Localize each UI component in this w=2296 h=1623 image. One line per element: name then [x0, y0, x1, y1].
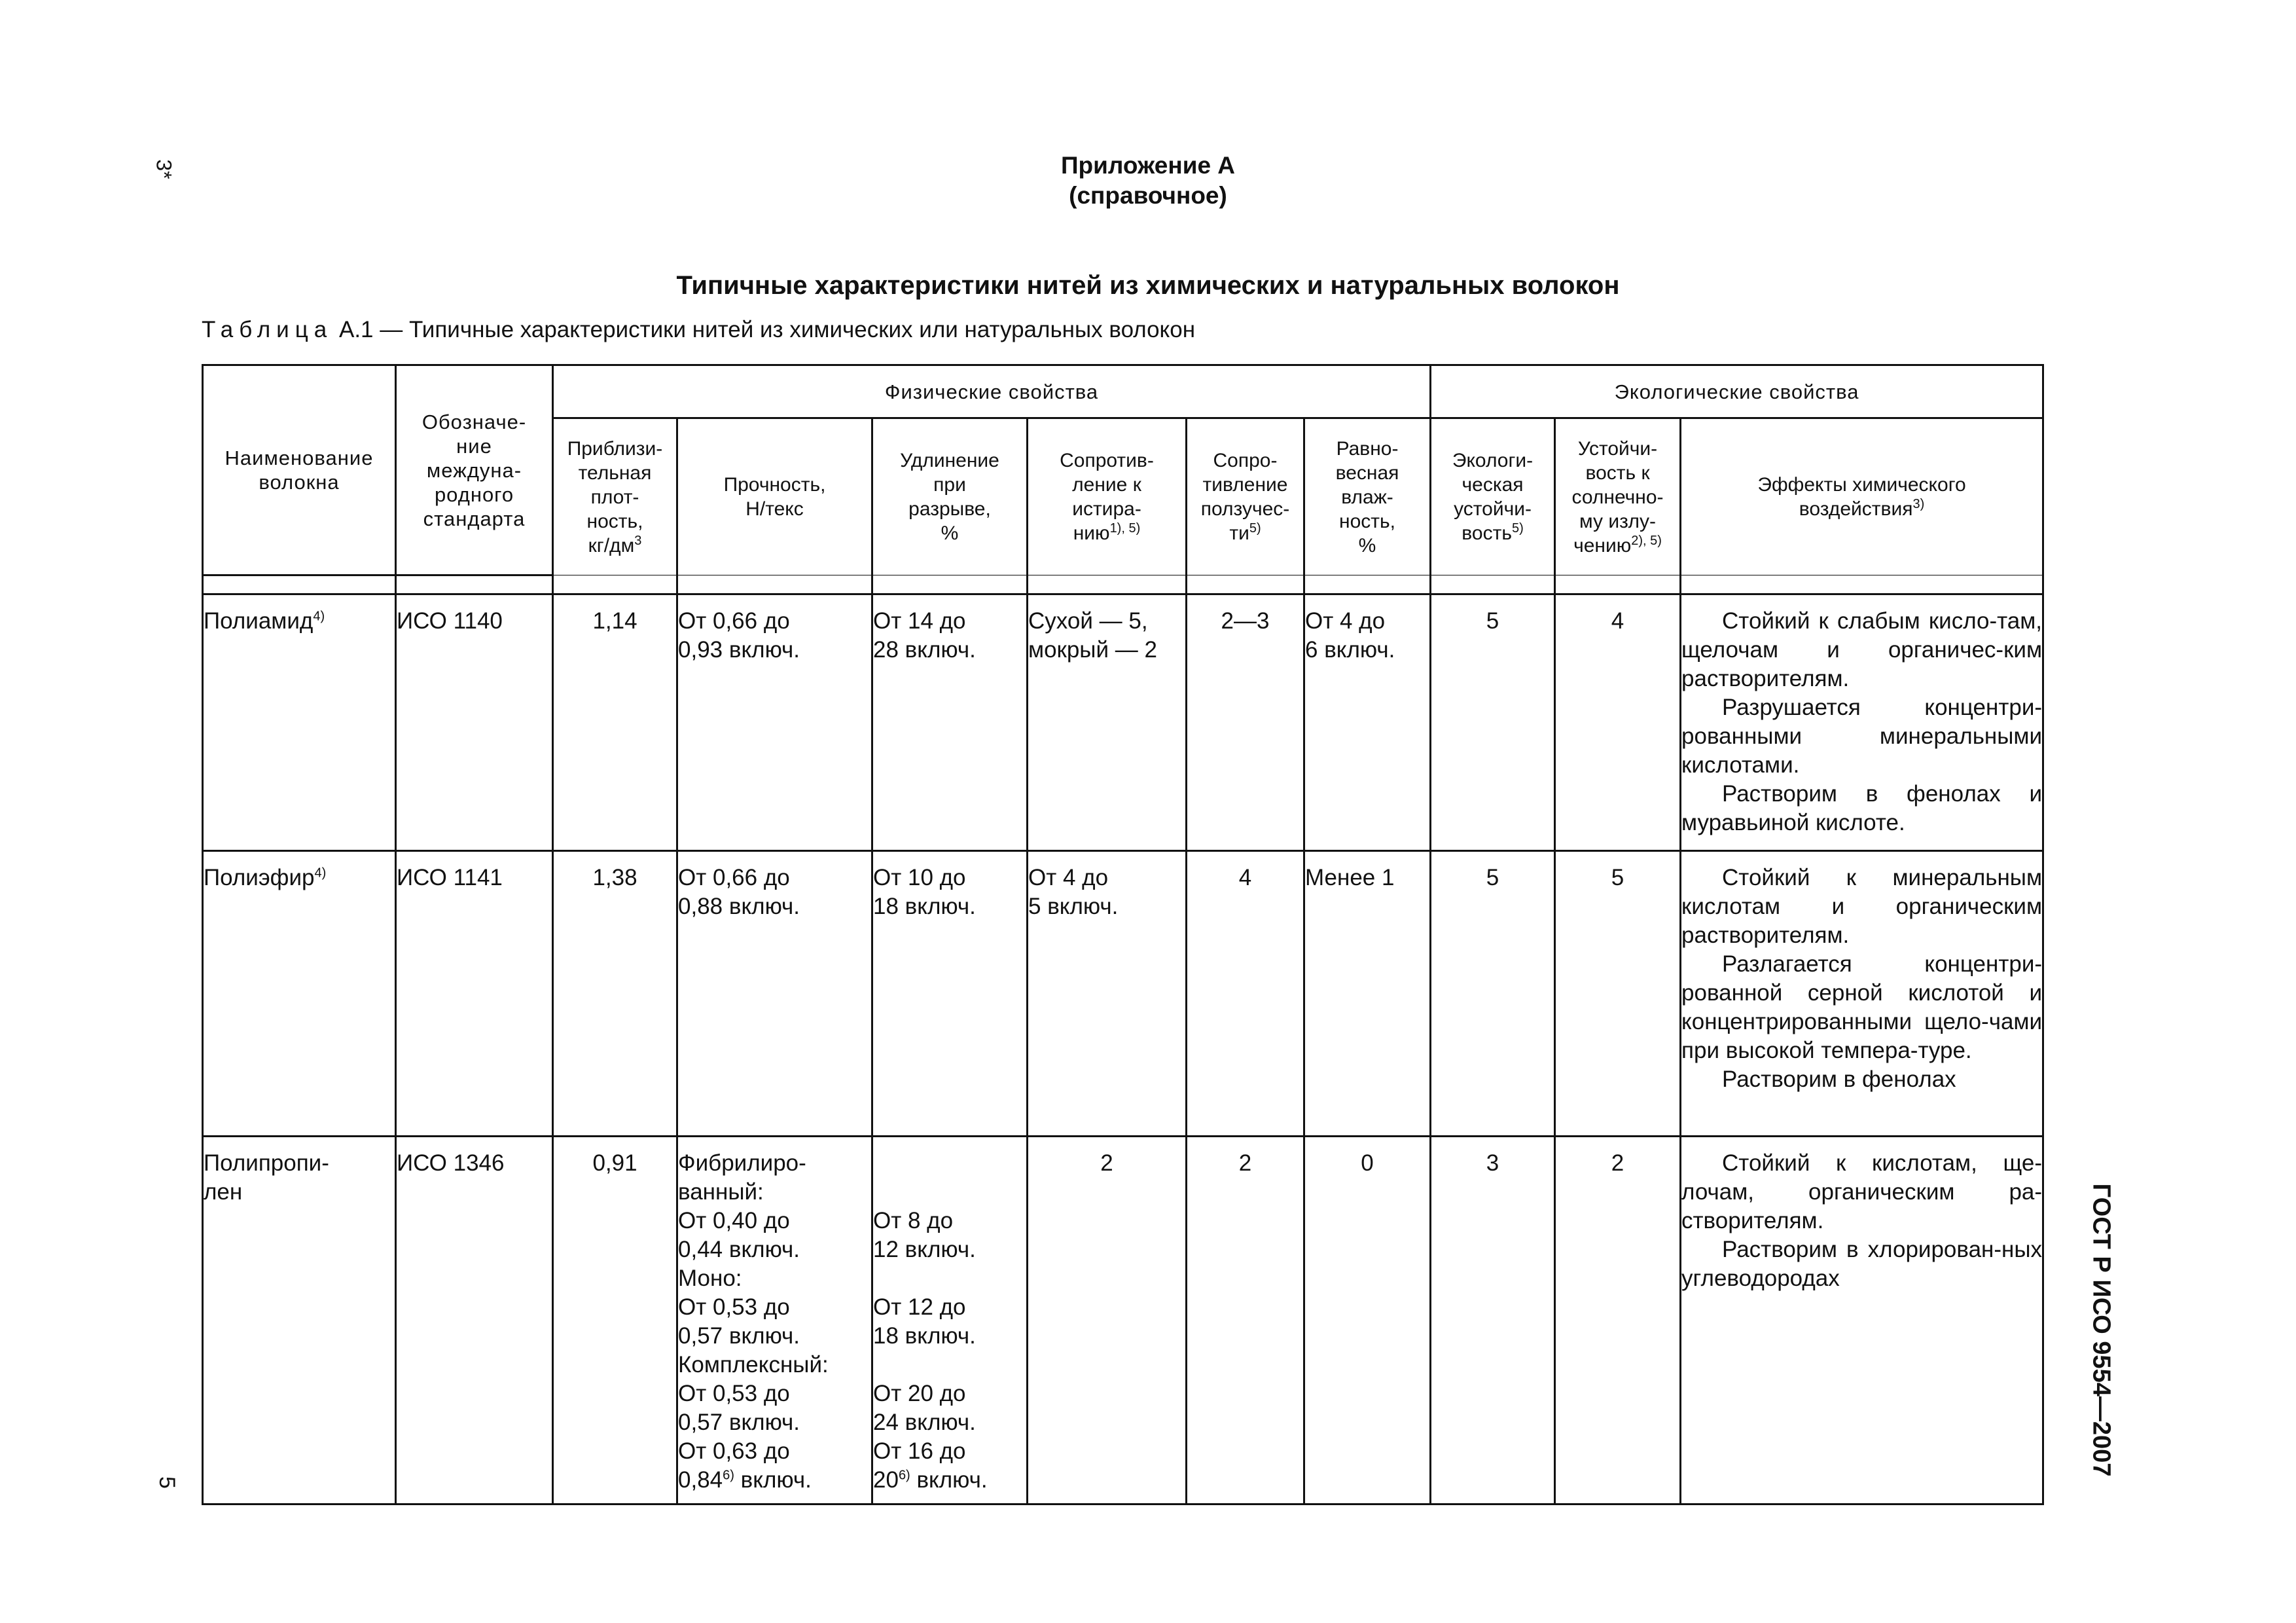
header-abrasion: Сопротив- ление к истира- нию$^{1), 5)}$ [1028, 418, 1187, 575]
page-title: Типичные характеристики нитей из химических и натуральных волокон [676, 271, 1620, 300]
header-chemical-effects: Эффекты химического воздействия$^{3)}$ [1681, 418, 2043, 575]
eco-stability-cell: 5 [1431, 594, 1555, 851]
sun-stability-cell: 4 [1555, 594, 1681, 851]
header-ecological-properties: Экологические свойства [1431, 365, 2043, 418]
page-number: 5 [154, 1476, 179, 1489]
strength-cell: От 0,66 до 0,93 включ. [677, 594, 872, 851]
sun-stability-cell: 2 [1555, 1137, 1681, 1504]
appendix-title: Приложение А [1060, 152, 1236, 179]
header-fiber-name: Наименование волокна [203, 365, 396, 575]
standard-cell: ИСО 1140 [396, 594, 553, 851]
header-moisture: Равно- весная влаж- ность, % [1304, 418, 1431, 575]
abrasion-cell: 2 [1028, 1137, 1187, 1504]
creep-cell: 4 [1187, 851, 1304, 1137]
creep-cell: 2 [1187, 1137, 1304, 1504]
table-row [203, 594, 2043, 851]
density-cell: 0,91 [553, 1137, 677, 1504]
table-caption-text: А.1 — Типичные характеристики нитей из химических или натуральных волокон [338, 317, 1196, 342]
header-creep: Сопро- тивление ползучес- $ти^{5)}$ [1187, 418, 1304, 575]
table-row [203, 1137, 2043, 1504]
characteristics-table [202, 364, 2044, 1505]
chemical-effects-cell: Стойкий к кислотам, ще-лочам, органическим ра-створителям. Растворим в хлорирован-ных углеводородах [1681, 1137, 2043, 1504]
eco-stability-cell: 5 [1431, 851, 1555, 1137]
moisture-cell: Менее 1 [1304, 851, 1431, 1137]
creep-cell: 2—3 [1187, 594, 1304, 851]
header-strength: Прочность, Н/текс [677, 418, 872, 575]
abrasion-cell: Сухой — 5, мокрый — 2 [1028, 594, 1187, 851]
standard-cell: ИСО 1346 [396, 1137, 553, 1504]
elongation-cell: От 8 до 12 включ. От 12 до 18 включ. От 20 до 24 включ. От 16 до 20$^{6)}$ включ. [872, 1137, 1028, 1504]
standard-code: ГОСТ Р ИСО 9554—2007 [2087, 1183, 2115, 1477]
strength-cell: Фибрилиро- ванный: От 0,40 до 0,44 включ. Моно: От 0,53 до 0,57 включ. Комплексный: От 0,53 до 0,57 включ. От 0,63 до 0,84$^{6)}$ включ. [677, 1137, 872, 1504]
moisture-cell: От 4 до 6 включ. [1304, 594, 1431, 851]
fiber-name: Полиэфир$^{4)}$ [203, 851, 396, 1137]
strength-cell: От 0,66 до 0,88 включ. [677, 851, 872, 1137]
chemical-effects-cell: Стойкий к слабым кисло-там, щелочам и органичес-ким растворителям. Разрушается концентри-рованными минеральными кислотами. Растворим в фенолах и муравьиной кислоте. [1681, 594, 2043, 851]
density-cell: 1,14 [553, 594, 677, 851]
sun-stability-cell: 5 [1555, 851, 1681, 1137]
table-row [203, 851, 2043, 1137]
header-physical-properties: Физические свойства [553, 365, 1431, 418]
fiber-name: Полипропи- лен [203, 1137, 396, 1504]
chemical-effects-cell: Стойкий к минеральным кислотам и органическим растворителям. Разлагается концентри-рованной серной кислотой и концентрированными щело-чами при высокой темпера-туре. Растворим в фенолах [1681, 851, 2043, 1137]
table-caption [202, 317, 1195, 343]
elongation-cell: От 10 до 18 включ. [872, 851, 1028, 1137]
moisture-cell: 0 [1304, 1137, 1431, 1504]
header-elongation: Удлинение при разрыве, % [872, 418, 1028, 575]
standard-cell: ИСО 1141 [396, 851, 553, 1137]
header-standard: Обозначе- ние междуна- родного стандарта [396, 365, 553, 575]
eco-stability-cell: 3 [1431, 1137, 1555, 1504]
header-density: Приблизи- тельная плот- ность, $кг/дм^3$ [553, 418, 677, 575]
header-sun-stability: Устойчи- вость к солнечно- му излу- чению$^{2), 5)}$ [1555, 418, 1681, 575]
fiber-name: Полиамид$^{4)}$ [203, 594, 396, 851]
abrasion-cell: От 4 до 5 включ. [1028, 851, 1187, 1137]
elongation-cell: От 14 до 28 включ. [872, 594, 1028, 851]
header-eco-stability: Экологи- ческая устойчи- вость$^{5)}$ [1431, 418, 1555, 575]
density-cell: 1,38 [553, 851, 677, 1137]
table-caption-label: Таблица [202, 317, 333, 342]
corner-mark: 3* [152, 159, 176, 179]
appendix-subtitle: (справочное) [1069, 182, 1227, 209]
